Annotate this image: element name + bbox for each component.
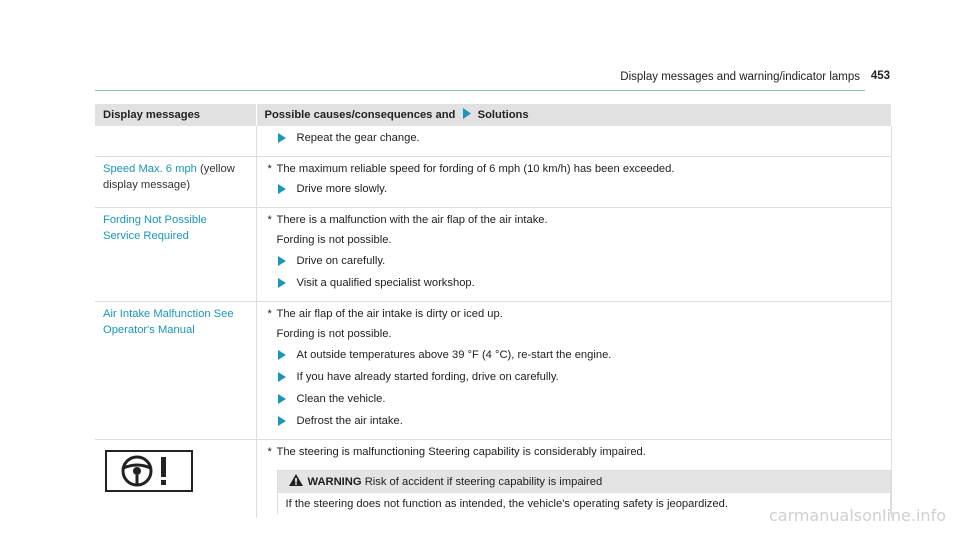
arrow-right-icon xyxy=(278,256,286,266)
display-message-text: Speed Max. 6 mph xyxy=(103,163,197,175)
watermark: carmanualsonline.info xyxy=(768,506,946,525)
display-message-line: Operator's Manual xyxy=(103,324,195,336)
step-text: If you have already started fording, drive on carefully. xyxy=(296,371,559,383)
message-cell xyxy=(95,302,256,440)
cause-item: * The maximum reliable speed for fording of 6 mph (10 km/h) has been exceeded. xyxy=(267,163,675,175)
cause-item: * The steering is malfunctioning Steering capability is considerably impaired. xyxy=(267,446,646,458)
message-cell xyxy=(95,157,256,208)
arrow-right-icon xyxy=(278,133,286,143)
solution-step xyxy=(265,181,883,197)
warning-text: If the steering does not function as intended, the vehicle's operating safety is jeopardized. xyxy=(285,498,728,510)
consequence-text: Fording is not possible. xyxy=(276,328,392,340)
display-message-line: Fording Not Possible xyxy=(103,214,207,226)
display-message-note: (yellow display message) xyxy=(103,163,235,191)
col2-header-suffix: Solutions xyxy=(477,109,529,121)
solution-step xyxy=(265,413,883,429)
arrow-right-icon xyxy=(278,394,286,404)
cause-item: * The air flap of the air intake is dirty or iced up. xyxy=(267,308,503,320)
arrow-right-icon xyxy=(278,278,286,288)
warning-title: Risk of accident if steering capability is impaired xyxy=(364,476,603,488)
page-header-title: Display messages and warning/indicator lamps xyxy=(620,71,860,83)
step-text: Drive more slowly. xyxy=(296,183,388,195)
step-text: At outside temperatures above 39 °F (4 °C), re-start the engine. xyxy=(296,349,612,361)
causes-cell xyxy=(256,302,891,440)
message-cell xyxy=(95,440,256,519)
solution-step xyxy=(265,391,883,407)
step-text: Clean the vehicle. xyxy=(296,393,386,405)
step-text: Drive on carefully. xyxy=(296,255,386,267)
display-message-line: Air Intake Malfunction See xyxy=(103,308,234,320)
table-row xyxy=(95,302,891,440)
message-cell xyxy=(95,126,256,157)
causes-cell xyxy=(256,126,891,157)
table-row xyxy=(95,126,891,157)
causes-cell xyxy=(256,157,891,208)
step-text: Visit a qualified specialist workshop. xyxy=(296,277,475,289)
col2-header-text: Possible causes/consequences and xyxy=(264,109,456,121)
step-text: Repeat the gear change. xyxy=(296,132,420,144)
solution-step xyxy=(265,130,883,146)
arrow-right-icon xyxy=(278,184,286,194)
table-row xyxy=(95,208,891,302)
arrow-right-icon xyxy=(462,108,472,119)
solution-step xyxy=(265,253,883,269)
message-cell xyxy=(95,208,256,302)
consequence-text: Fording is not possible. xyxy=(276,234,392,246)
cause-text: The maximum reliable speed for fording of 6 mph (10 km/h) has been exceeded. xyxy=(276,163,675,175)
warning-triangle-icon xyxy=(289,474,303,486)
cause-text: There is a malfunction with the air flap of the air intake. xyxy=(276,214,548,226)
cause-text: The steering is malfunctioning Steering capability is considerably impaired. xyxy=(276,446,646,458)
header-rule xyxy=(95,90,865,91)
table-header-row xyxy=(95,104,891,126)
solution-step xyxy=(265,275,883,291)
arrow-right-icon xyxy=(278,350,286,360)
steering-wheel-warning-icon xyxy=(105,450,193,492)
display-messages-table xyxy=(95,104,892,518)
cause-text: The air flap of the air intake is dirty or iced up. xyxy=(276,308,503,320)
warning-label: WARNING xyxy=(307,476,362,488)
display-message-line: Service Required xyxy=(103,230,189,242)
step-text: Defrost the air intake. xyxy=(296,415,403,427)
cause-item: * There is a malfunction with the air flap of the air intake. xyxy=(267,214,548,226)
causes-cell xyxy=(256,208,891,302)
page-number: 453 xyxy=(870,70,890,82)
col-header-display-messages: Display messages xyxy=(95,104,256,126)
table-row xyxy=(95,157,891,208)
solution-step xyxy=(265,369,883,385)
col-header-causes-solutions xyxy=(256,104,891,126)
warning-header xyxy=(278,471,890,493)
arrow-right-icon xyxy=(278,372,286,382)
arrow-right-icon xyxy=(278,416,286,426)
solution-step xyxy=(265,347,883,363)
